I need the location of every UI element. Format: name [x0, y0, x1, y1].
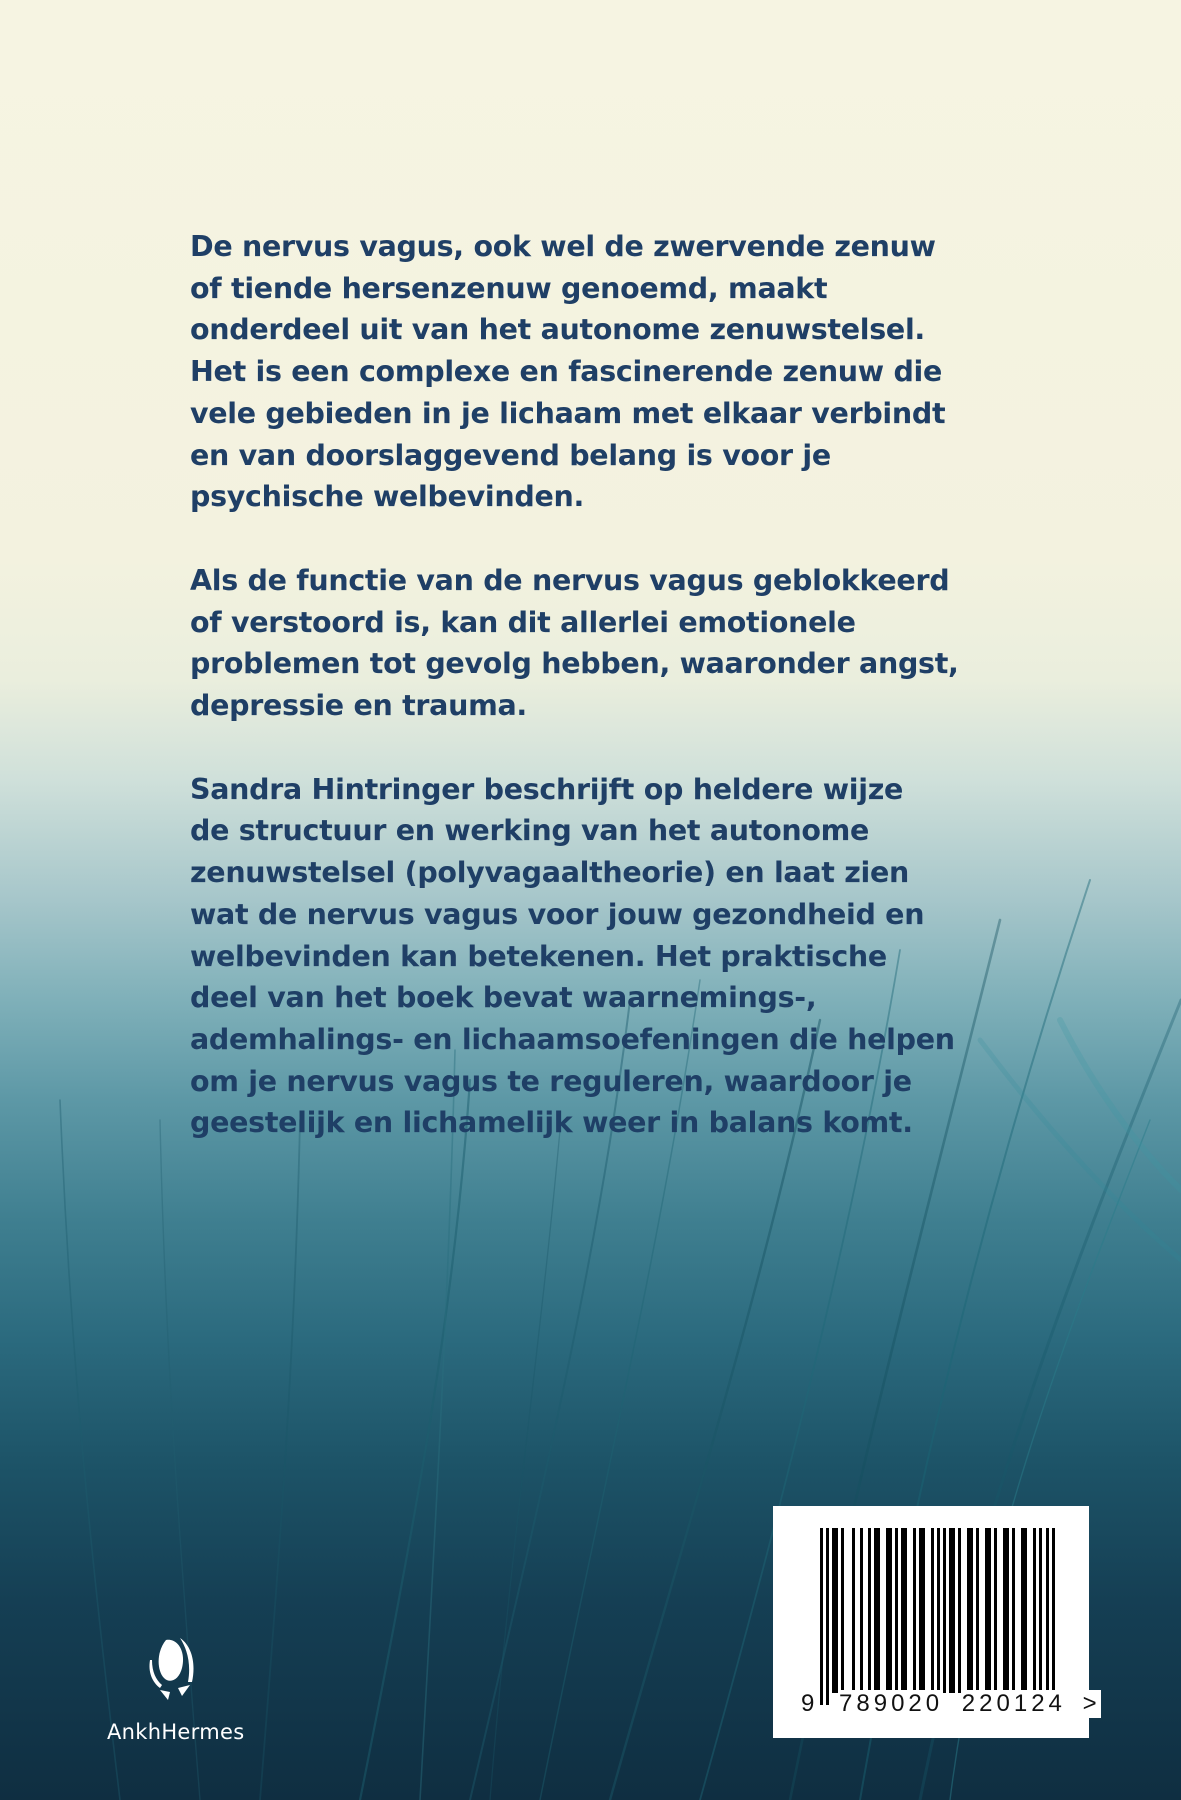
blurb-paragraph-3	[190, 769, 1010, 1144]
blurb-paragraph-2	[190, 560, 1010, 727]
blurb-line: deel van het boek bevat waarnemings-,	[190, 981, 817, 1015]
publisher-name: AnkhHermes	[107, 1720, 245, 1744]
blurb-line: of tiende hersenzenuw genoemd, maakt	[190, 271, 828, 305]
blurb-line: problemen tot gevolg hebben, waaronder angst,	[190, 647, 959, 681]
blurb-line: zenuwstelsel (polyvagaaltheorie) en laat zien	[190, 856, 910, 890]
barcode-icon	[820, 1528, 1055, 1705]
blurb-line: geestelijk en lichamelijk weer in balans komt.	[190, 1106, 913, 1140]
blurb-line: de structuur en werking van het autonome	[190, 814, 870, 848]
blurb-paragraph-1	[190, 226, 1010, 518]
blurb-line: Als de functie van de nervus vagus geblokkeerd	[190, 563, 950, 597]
isbn-lead-digit: 9	[801, 1690, 819, 1717]
blurb-line: ademhalings- en lichaamsoefeningen die helpen	[190, 1022, 955, 1056]
blurb-line: welbevinden kan betekenen. Het praktische	[190, 939, 887, 973]
blurb-line: wat de nervus vagus voor jouw gezondheid en	[190, 897, 925, 931]
blurb-line: of verstoord is, kan dit allerlei emotionele	[190, 605, 856, 639]
blurb-line: psychische welbevinden.	[190, 480, 585, 514]
blurb-line: onderdeel uit van het autonome zenuwstelsel.	[190, 313, 925, 347]
blurb-line: Het is een complexe en fascinerende zenuw die	[190, 355, 943, 389]
blurb-line: De nervus vagus, ook wel de zwervende zenuw	[190, 230, 936, 263]
blurb-line: Sandra Hintringer beschrijft op heldere wijze	[190, 772, 904, 806]
isbn-barcode	[773, 1506, 1101, 1738]
blurb-line: en van doorslaggevend belang is voor je	[190, 438, 831, 472]
back-cover-blurb	[190, 226, 1010, 1186]
isbn-quiet-zone-mark: >	[1082, 1690, 1101, 1717]
isbn-number	[801, 1690, 1101, 1718]
publisher-logo	[104, 1638, 244, 1748]
isbn-left-group: 789020	[839, 1690, 944, 1717]
blurb-line: vele gebieden in je lichaam met elkaar verbindt	[190, 396, 946, 430]
blurb-line: om je nervus vagus te reguleren, waardoor je	[190, 1064, 912, 1098]
ankhhermes-logo-icon	[148, 1638, 198, 1712]
isbn-right-group: 220124	[961, 1690, 1066, 1717]
blurb-line: depressie en trauma.	[190, 689, 527, 723]
